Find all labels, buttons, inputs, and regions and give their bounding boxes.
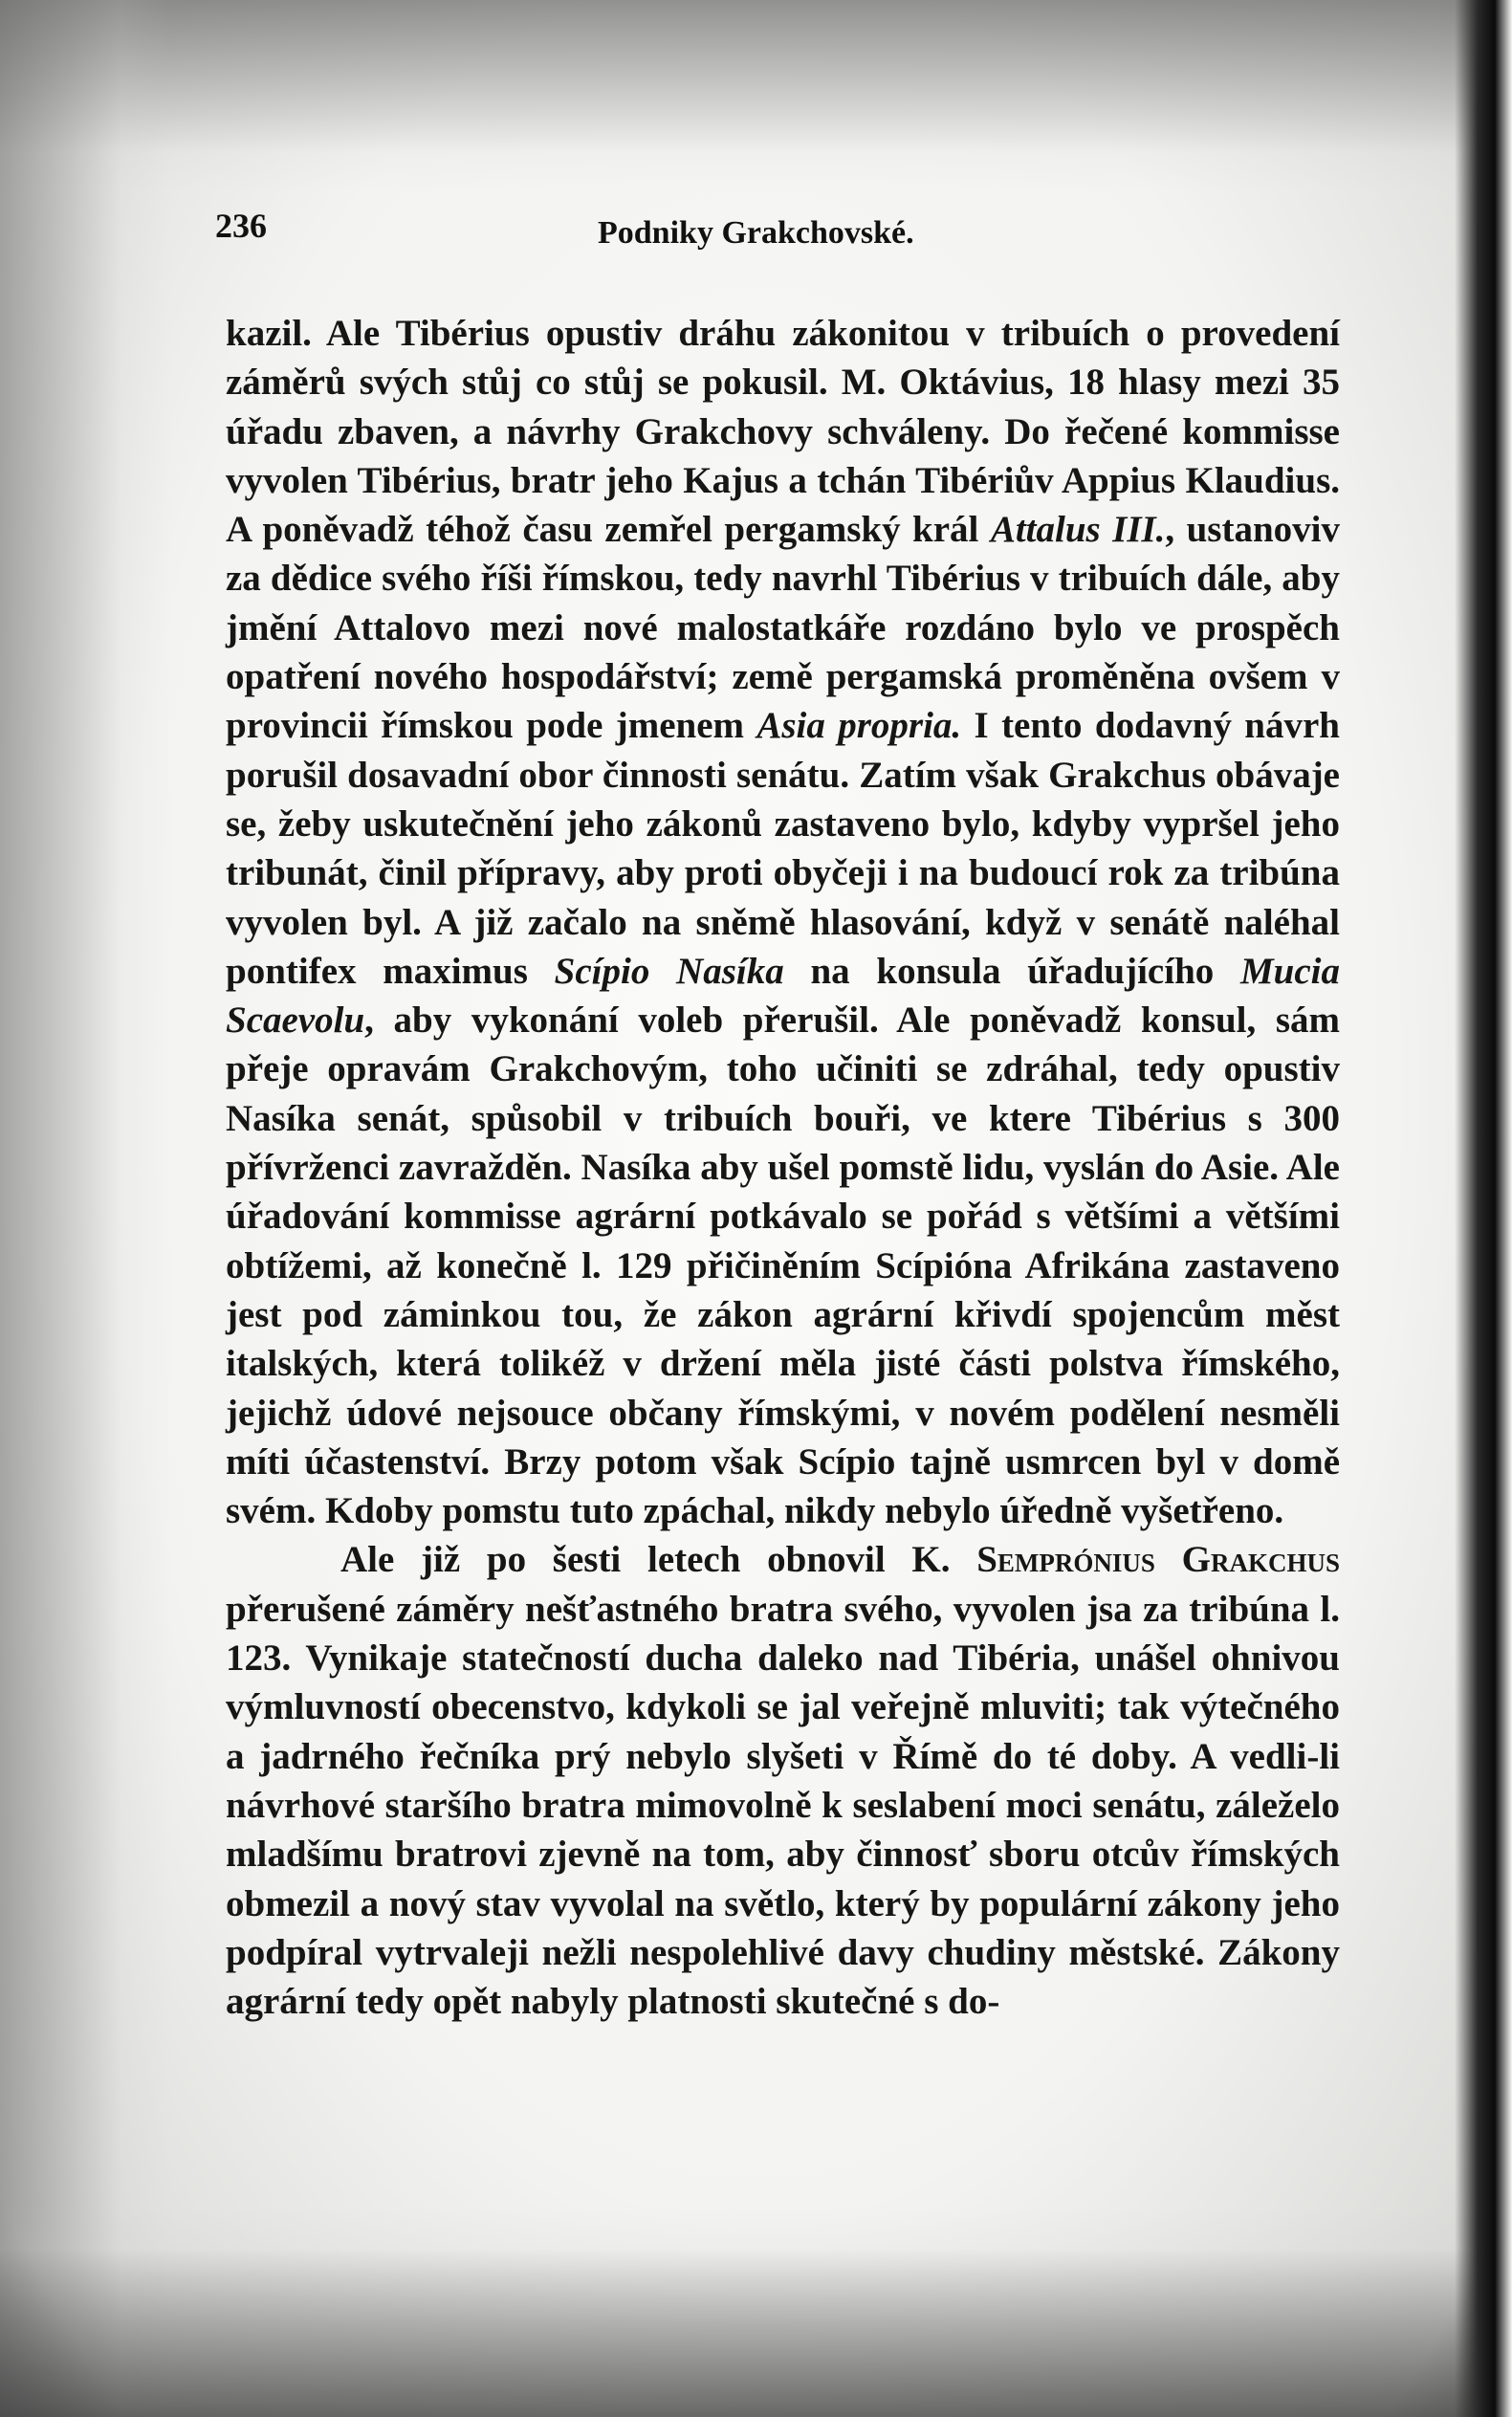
page-header xyxy=(215,206,1363,263)
text-run: Ale již po šesti letech obnovil xyxy=(340,1539,912,1581)
name-text: K. Semprónius Grakchus xyxy=(911,1539,1340,1581)
body-text xyxy=(226,309,1340,2026)
paragraph xyxy=(226,309,1340,1535)
scan-shadow-left xyxy=(0,0,172,2417)
text-run: kazil. Ale Tibérius opustiv dráhu zákonitou v tribuích o provedení záměrů svých stůj co stůj se pokusil. M. Oktávius, 18 hlasy mezi 35 úřadu zbaven, a návrhy Grakchovy schváleny. Do řečené kommisse vyvolen Tibérius, bratr jeho Kajus a tchán Tibériův Appius Klaudius. A poněvadž téhož času zemřel pergamský král xyxy=(226,313,1340,551)
italic-text: Scípio Nasíka xyxy=(554,950,784,992)
text-run: přerušené záměry nešťastného bratra svého, vyvolen jsa za tribúna l. 123. Vynikaje statečností ducha daleko nad Tibéria, unášel ohnivou výmluvností obecenstvo, kdykoli se jal veřejně mluviti; tak výtečného a jadrného řečníka prý nebylo slyšeti v Římě do té doby. A vedli-li návrhové staršího bratra mimovolně k seslabení moci senátu, záleželo mladšímu bratrovi zjevně na tom, aby činnosť sboru otcův římských obmezil a nový stav vyvolal na světlo, který by populární zákony jeho podpíral vytrvaleji nežli nespolehlivé davy chudiny městské. Zákony agrární tedy opět nabyly platnosti skutečné s do- xyxy=(226,1588,1340,2023)
running-head: Podniky Grakchovské. xyxy=(598,215,914,251)
scan-shadow-top xyxy=(0,0,1512,191)
italic-text: Mucia Scaevolu xyxy=(226,950,1341,1042)
italic-text: Asia propria. xyxy=(756,705,962,747)
text-run: , aby vykonání voleb přerušil. Ale poněvadž konsul, sám přeje opravám Grakchovým, toho učiniti se zdráhal, tedy opustiv Nasíka senát, spůsobil v tribuích bouři, ve ktere Tibérius s 300 přívrženci zavražděn. Nasíka aby ušel pomstě lidu, vyslán do Asie. Ale úřadování kommisse agrární potkávalo se pořád s většími a většími obtížemi, až konečně l. 129 přičiněním Scípióna Afrikána zastaveno jest pod záminkou tou, že zákon agrární křivdí spojencům měst italských, která tolikéž v držení měla jisté části polstva římského, jejichž údové nejsouce občany římskými, v novém podělení nesměli míti účastenství. Brzy potom však Scípio tajně usmrcen byl v domě svém. Kdoby pomstu tuto zpáchal, nikdy nebylo úředně vyšetřeno. xyxy=(226,1000,1340,1532)
text-run: na konsula úřadujícího xyxy=(783,950,1240,992)
text-run: I tento dodavný návrh porušil dosavadní obor činnosti senátu. Zatím však Grakchus obávaje se, žeby uskutečnění jeho zákonů zastaveno bylo, kdyby vypršel jeho tribunát, činil přípravy, aby proti obyčeji i na budoucí rok za tribúna vyvolen byl. A již začalo na sněmě hlasování, když v senátě naléhal pontifex maximus xyxy=(226,705,1340,992)
page-number: 236 xyxy=(215,207,267,245)
scan-shadow-bottom xyxy=(0,2207,1512,2417)
italic-text: Attalus III. xyxy=(990,509,1166,551)
text-run: , ustanoviv za dědice svého říši římskou, tedy navrhl Tibérius v tribuích dále, aby jmění Attalovo mezi nové malostatkáře rozdáno bylo ve prospěch opatření nového hospodářství; země pergamská proměněna ovšem v provincii římskou pode jmenem xyxy=(226,509,1340,747)
scan-binding-edge xyxy=(1455,0,1512,2417)
paragraph xyxy=(226,1535,1340,2026)
